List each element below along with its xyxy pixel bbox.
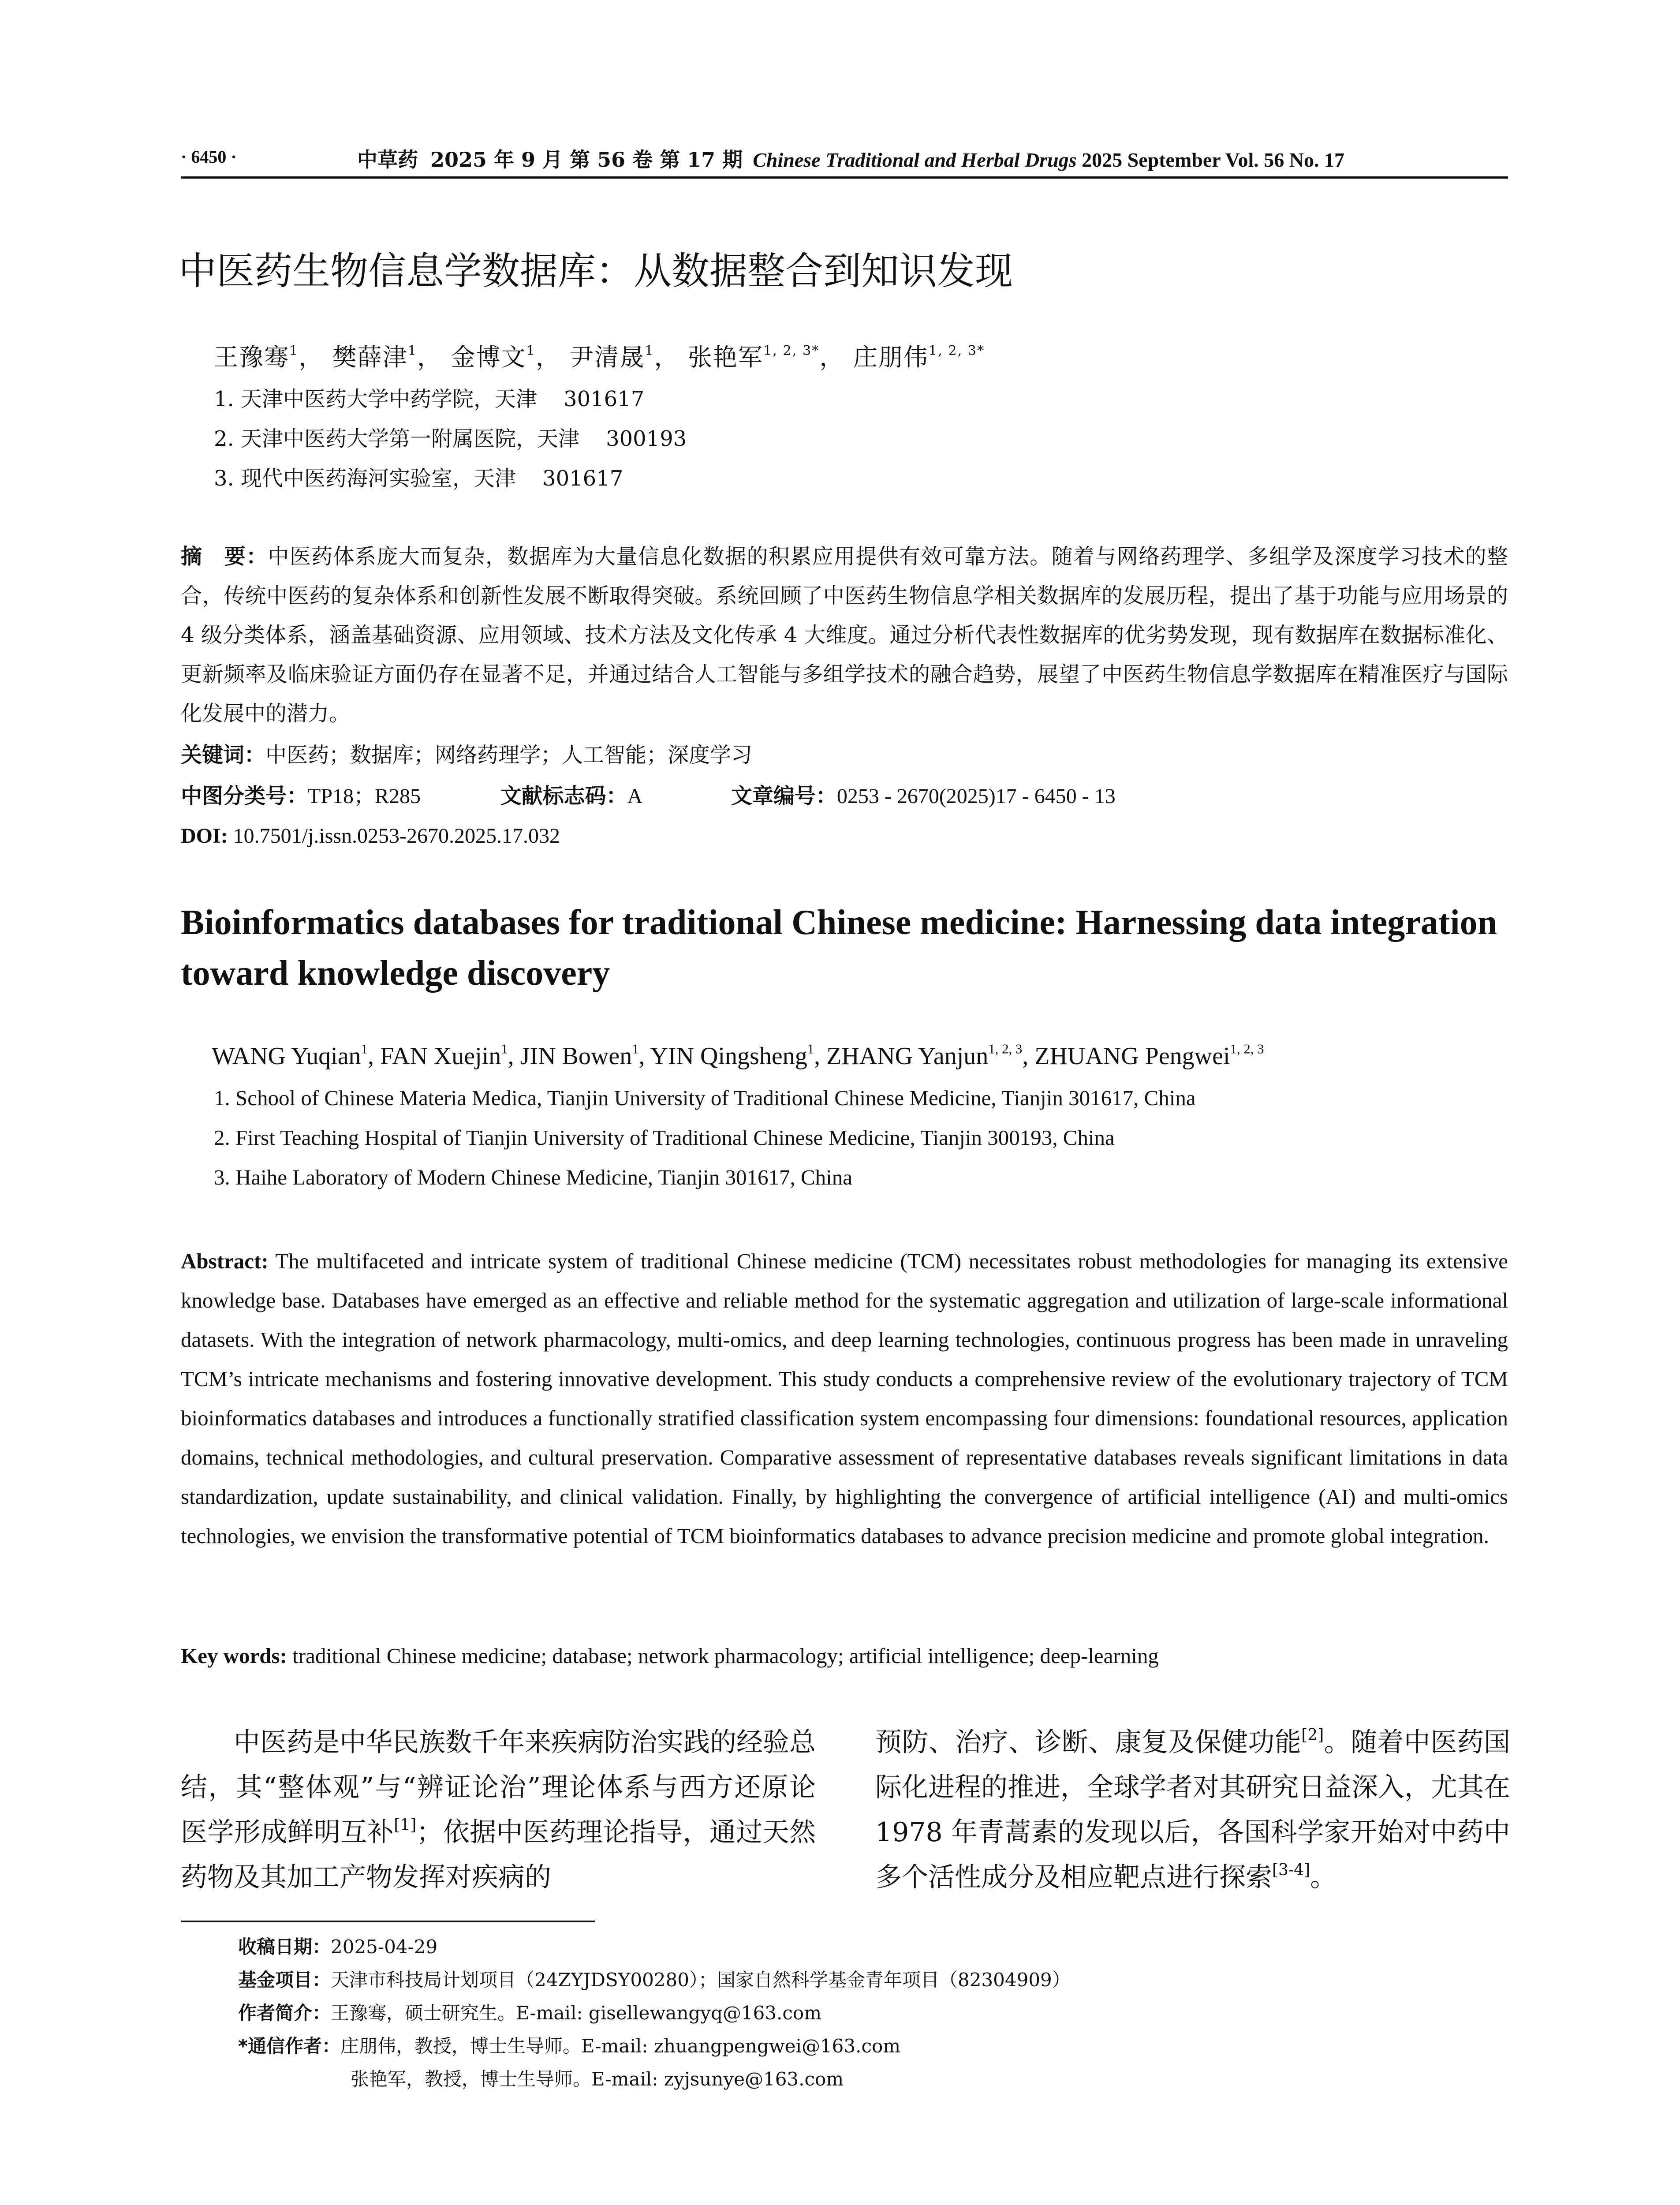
author-zh: 樊薛津 — [332, 343, 408, 371]
keywords-en: Key words: traditional Chinese medicine; database; network pharmacology; artificial intelligence; deep-learning — [181, 1644, 1159, 1668]
author-zh: 金博文 — [451, 343, 526, 371]
journal-info — [357, 144, 1344, 173]
title-zh: 中医药生物信息学数据库：从数据整合到知识发现 — [179, 249, 1013, 293]
author-zh: 庄朋伟 — [853, 343, 929, 371]
affiliation-zh: 3. 现代中医药海河实验室，天津 301617 — [214, 466, 623, 491]
doi: DOI: 10.7501/j.issn.0253-2670.2025.17.032 — [181, 824, 560, 848]
author-zh: 王豫骞 — [214, 343, 290, 371]
author-zh: 尹清晟 — [569, 343, 645, 371]
citation: [3-4] — [1272, 1861, 1310, 1879]
affiliation-zh: 1. 天津中医药大学中药学院，天津 301617 — [214, 387, 645, 411]
abstract-en-text: The multifaceted and intricate system of traditional Chinese medicine (TCM) necessitates robust methodologies for managing its extensive knowledge base. Databases have emerged as an effective and reliable method for the systematic aggregation and utilization of large-scale informational datasets. With the integration of network pharmacology, multi-omics, and deep learning technologies, continuous progress has been made in unraveling TCM’s intricate mechanisms and fostering innovative development. This study conducts a comprehensive review of the evolutionary trajectory of TCM bioinformatics databases and introduces a functionally stratified classification system encompassing four dimensions: foundational resources, application domains, technical methodologies, and cultural preservation. Comparative assessment of representative databases reveals significant limitations in data standardization, update sustainability, and clinical validation. Finally, by highlighting the convergence of artificial intelligence (AI) and multi-omics technologies, we envision the transformative potential of TCM bioinformatics databases to advance precision medicine and promote global integration. — [181, 1249, 1508, 1548]
authors-zh: 王豫骞$^1$， 樊薛津$^1$， 金博文$^1$， 尹清晟$^1$， 张艳军$^{1, 2, 3*}$， 庄朋伟$^{1, 2, 3*}$ — [214, 343, 985, 371]
page-number: · 6450 · — [181, 147, 237, 167]
footnote-correspondence-2: 张艳军，教授，博士生导师。E-mail: zyjsunye@163.com — [351, 2068, 844, 2090]
citation: [1] — [394, 1816, 417, 1834]
keywords-zh: 关键词：中医药；数据库；网络药理学；人工智能；深度学习 — [181, 743, 753, 767]
footnote-received: 收稿日期：2025-04-29 — [238, 1936, 438, 1958]
affiliation-en: 3. Haihe Laboratory of Modern Chinese Medicine, Tianjin 301617, China — [214, 1165, 852, 1189]
classification-line: 中图分类号：TP18；R285 文献标志码：A 文章编号：0253 - 2670(2025)17 - 6450 - 13 — [181, 784, 1116, 808]
body-column-right: 预防、治疗、诊断、康复及保健功能[2]。随着中医药国际化进程的推进，全球学者对其研究日益深入，尤其在 1978 年青蒿素的发现以后，各国科学家开始对中药中多个活性成分及相应靶点进行探索[3-4]。 — [875, 1726, 1511, 1893]
running-header — [181, 141, 1508, 181]
header-rule — [181, 176, 1508, 179]
affiliation-en: 2. First Teaching Hospital of Tianjin University of Traditional Chinese Medicine, Tianjin 300193, China — [214, 1125, 1115, 1150]
issue-zh: 2025 年 9 月 第 56 卷 第 17 期 — [430, 148, 743, 172]
issue-en: 2025 September Vol. 56 No. 17 — [1082, 149, 1345, 171]
abstract-zh — [181, 537, 1508, 733]
footnote-fund: 基金项目：天津市科技局计划项目（24ZYJDSY00280）；国家自然科学基金青年项目（82304909） — [238, 1969, 1071, 1991]
abstract-en-label: Abstract: — [181, 1249, 269, 1273]
abstract-zh-label: 摘 要： — [181, 544, 268, 569]
citation: [2] — [1301, 1726, 1324, 1744]
title-en: Bioinformatics databases for traditional Chinese medicine: Harnessing data integration toward knowledge discovery — [181, 903, 1497, 993]
affiliation-zh: 2. 天津中医药大学第一附属医院，天津 300193 — [214, 426, 687, 451]
abstract-zh-text: 中医药体系庞大而复杂，数据库为大量信息化数据的积累应用提供有效可靠方法。随着与网络药理学、多组学及深度学习技术的整合，传统中医药的复杂体系和创新性发展不断取得突破。系统回顾了中医药生物信息学相关数据库的发展历程，提出了基于功能与应用场景的 4 级分类体系，涵盖基础资源、应用领域、技术方法及文化传承 4 大维度。通过分析代表性数据库的优劣势发现，现有数据库在数据标准化、更新频率及临床验证方面仍存在显著不足，并通过结合人工智能与多组学技术的融合趋势，展望了中医药生物信息学数据库在精准医疗与国际化发展中的潜力。 — [181, 544, 1508, 726]
journal-name-zh: 中草药 — [357, 148, 418, 172]
body-column-left: 中医药是中华民族数千年来疾病防治实践的经验总结，其“整体观”与“辨证论治”理论体系与西方还原论医学形成鲜明互补[1]；依据中医药理论指导，通过天然药物及其加工产物发挥对疾病的 — [181, 1727, 816, 1893]
journal-name-en: Chinese Traditional and Herbal Drugs — [753, 149, 1077, 171]
affiliation-en: 1. School of Chinese Materia Medica, Tianjin University of Traditional Chinese Medicine, Tianjin 301617, China — [214, 1086, 1196, 1110]
footnote-correspondence: *通信作者：庄朋伟，教授，博士生导师。E-mail: zhuangpengwei@163.com — [238, 2035, 901, 2057]
authors-en: WANG Yuqian$^1$, FAN Xuejin$^1$, JIN Bowen$^1$, YIN Qingsheng$^1$, ZHANG Yanjun$^{1, 2, 3}$, ZHUANG Pengwei$^{1, 2, 3}$ — [212, 1041, 1264, 1070]
author-zh: 张艳军 — [688, 343, 764, 371]
footnote-rule — [181, 1921, 595, 1922]
footnote-bio: 作者简介：王豫骞，硕士研究生。E-mail: gisellewangyq@163.com — [238, 2002, 822, 2024]
abstract-en — [181, 1241, 1508, 1555]
